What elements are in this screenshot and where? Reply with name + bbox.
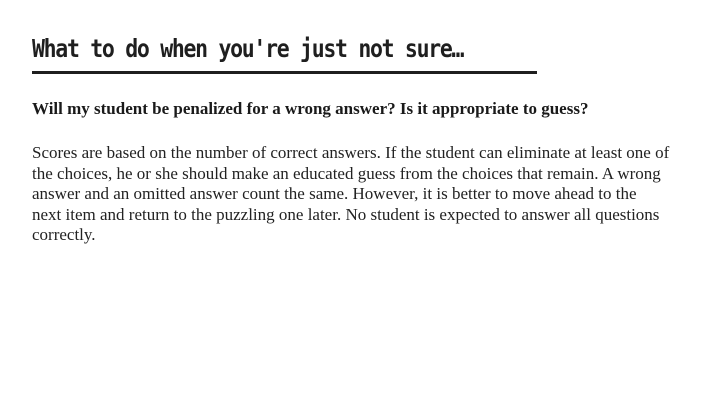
answer-line: Scores are based on the number of correct answers. If the student can eliminate at least one of xyxy=(32,143,670,162)
answer-line: answer and an omitted answer count the same. However, it is better to move ahead to the xyxy=(32,184,637,203)
answer-paragraph xyxy=(32,143,692,246)
answer-line: next item and return to the puzzling one later. No student is expected to answer all questions xyxy=(32,204,660,224)
slide-title: What to do when you're just not sure… xyxy=(32,34,464,63)
answer-line: correctly. xyxy=(32,225,96,244)
question-heading: Will my student be penalized for a wrong answer? Is it appropriate to guess? xyxy=(32,99,589,118)
title-underline xyxy=(32,71,537,74)
answer-line: the choices, he or she should make an educated guess from the choices that remain. A wrong xyxy=(32,163,661,183)
